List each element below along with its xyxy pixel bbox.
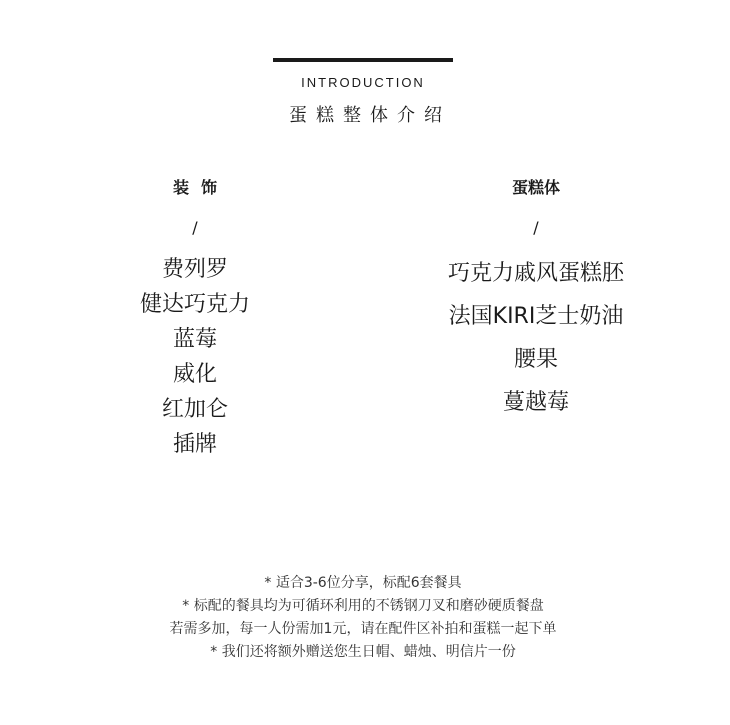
decoration-section [95,176,295,462]
top-divider [273,58,453,62]
cake-body-title: 蛋糕体 [511,178,560,197]
decoration-separator: / [192,218,198,237]
note-line: * 我们还将额外赠送您生日帽、蜡烛、明信片一份 [210,644,516,660]
decoration-title: 装饰 [172,178,229,197]
cake-body-section [386,176,686,424]
decoration-list [95,252,295,462]
cake-body-list [386,252,686,424]
notes-section [0,572,726,664]
intro-title-en: INTRODUCTION [301,75,425,90]
note-line: * 标配的餐具均为可循环利用的不锈钢刀叉和磨砂硬质餐盘 [182,598,544,614]
cake-body-item: 腰果 [513,347,558,372]
decoration-item: 蓝莓 [172,327,217,352]
decoration-item: 插牌 [172,432,217,457]
cake-body-item: 巧克力戚风蛋糕胚 [447,261,624,286]
cake-body-separator: / [533,218,539,237]
note-line: * 适合3-6位分享，标配6套餐具 [264,575,462,591]
intro-title-cn: 蛋糕整体介绍 [289,105,451,126]
decoration-item: 威化 [172,362,217,387]
cake-body-item: 蔓越莓 [502,390,569,415]
note-line: 若需多加，每一人份需加1元，请在配件区补拍和蛋糕一起下单 [169,621,557,637]
decoration-item: 健达巧克力 [139,292,250,317]
cake-body-item: 法国KIRI芝士奶油 [448,304,624,329]
decoration-item: 费列罗 [161,257,228,282]
decoration-item: 红加仑 [161,397,228,422]
